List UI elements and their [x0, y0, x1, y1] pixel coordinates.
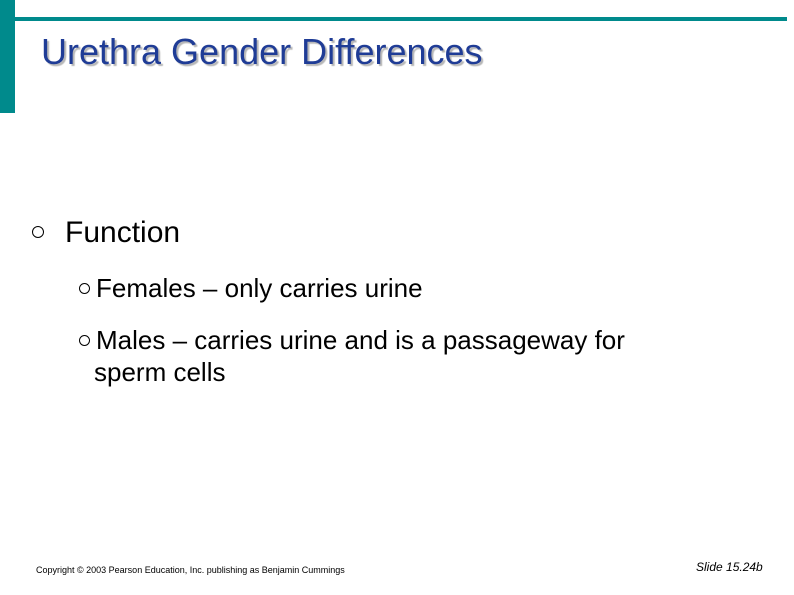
copyright-notice: Copyright © 2003 Pearson Education, Inc. publishing as Benjamin Cummings: [36, 565, 345, 575]
bullet-function-text: Function: [65, 216, 181, 249]
slide-number: Slide 15.24b: [696, 560, 763, 574]
bullet-function: [32, 216, 180, 250]
sub-bullet-dot-icon: [79, 335, 90, 346]
bullet-dot-icon: [32, 226, 44, 238]
sub-bullet-males-continuation: sperm cells: [94, 357, 226, 387]
slide-title: Urethra Gender Differences: [41, 31, 483, 72]
sub-bullet-females: [79, 273, 423, 304]
sub-bullet-dot-icon: [79, 283, 90, 294]
sub-bullet-males-text: Males – carries urine and is a passageway for: [96, 325, 625, 355]
sub-bullet-females-text: Females – only carries urine: [96, 273, 423, 303]
sub-bullet-males: [79, 325, 625, 356]
top-accent-line: [0, 17, 787, 21]
